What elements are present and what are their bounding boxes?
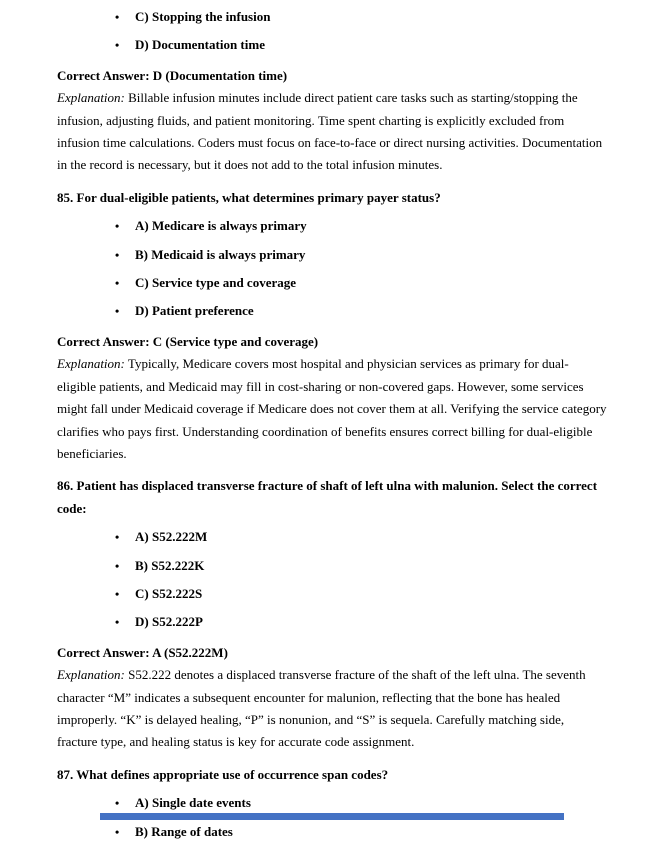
option-label: D) Patient preference	[135, 303, 254, 319]
explanation-text: Billable infusion minutes include direct patient care tasks such as starting/stopping the infusion, adjusting fluids, and patient monitoring. Time spent charting is explicitly excluded from infusion time calculations. Coders must focus on face-to-face or direct nursing activities. Documentation in the record is necessary, but it does not add to the total infusion minutes.	[57, 90, 603, 173]
option-label: B) Medicaid is always primary	[135, 246, 306, 262]
answer-option	[57, 583, 607, 605]
answer-option	[57, 611, 607, 633]
answer-option	[57, 821, 607, 843]
bullet-icon: •	[115, 530, 120, 545]
option-label: A) Single date events	[135, 795, 251, 811]
explanation-label: Explanation:	[57, 356, 125, 372]
bullet-icon: •	[115, 586, 120, 601]
bullet-icon: •	[115, 38, 120, 53]
answer-option	[57, 6, 607, 28]
question-heading: 85. For dual-eligible patients, what determines primary payer status?	[57, 189, 441, 205]
answer-option	[57, 215, 607, 237]
explanation-label: Explanation:	[57, 90, 125, 106]
option-label: D) Documentation time	[135, 37, 265, 53]
option-label: B) Range of dates	[135, 823, 233, 839]
bullet-icon: •	[115, 558, 120, 573]
explanation-text: S52.222 denotes a displaced transverse fracture of the shaft of the left ulna. The seventh character “M” indicates a subsequent encounter for malunion, reflecting that the bone has healed improperly. “K” is delayed healing, “P” is nonunion, and “S” is sequela. Carefully matching side, fracture type, and healing status is key for accurate code assignment.	[57, 667, 586, 750]
explanation-label: Explanation:	[57, 667, 125, 683]
bullet-icon: •	[115, 304, 120, 319]
bullet-icon: •	[115, 615, 120, 630]
bullet-icon: •	[115, 247, 120, 262]
bullet-icon: •	[115, 796, 120, 811]
explanation-text: Typically, Medicare covers most hospital and physician services as primary for dual-eligible patients, and Medicaid may fill in cost-sharing or non-covered gaps. However, some services might fall under Medicaid coverage if Medicare does not cover them at all. Verifying the service category clarifies who pays first. Understanding coordination of benefits ensures correct billing for dual-eligible beneficiaries.	[57, 356, 607, 461]
option-label: C) S52.222S	[135, 585, 203, 601]
option-label: A) Medicare is always primary	[135, 218, 307, 234]
bullet-icon: •	[115, 219, 120, 234]
answer-option	[57, 526, 607, 548]
correct-answer-line: Correct Answer: C (Service type and coverage)	[57, 333, 319, 349]
footer-accent-bar	[100, 813, 564, 820]
answer-option	[57, 272, 607, 294]
option-label: D) S52.222P	[135, 614, 203, 630]
question-heading: 86. Patient has displaced transverse fracture of shaft of left ulna with malunion. Select the correct code:	[57, 478, 598, 516]
correct-answer-line: Correct Answer: A (S52.222M)	[57, 644, 228, 660]
answer-option	[57, 792, 607, 814]
correct-answer-line: Correct Answer: D (Documentation time)	[57, 67, 288, 83]
explanation-paragraph	[57, 87, 607, 177]
answer-option	[57, 34, 607, 56]
bullet-icon: •	[115, 824, 120, 839]
option-label: A) S52.222M	[135, 529, 208, 545]
option-label: B) S52.222K	[135, 557, 205, 573]
answer-option	[57, 300, 607, 322]
bullet-icon: •	[115, 276, 120, 291]
answer-option	[57, 555, 607, 577]
option-label: C) Stopping the infusion	[135, 9, 271, 24]
question-heading: 87. What defines appropriate use of occurrence span codes?	[57, 766, 389, 782]
answer-option	[57, 244, 607, 266]
option-label: C) Service type and coverage	[135, 275, 297, 291]
explanation-paragraph	[57, 353, 607, 465]
explanation-paragraph	[57, 664, 607, 754]
bullet-icon: •	[115, 10, 120, 24]
